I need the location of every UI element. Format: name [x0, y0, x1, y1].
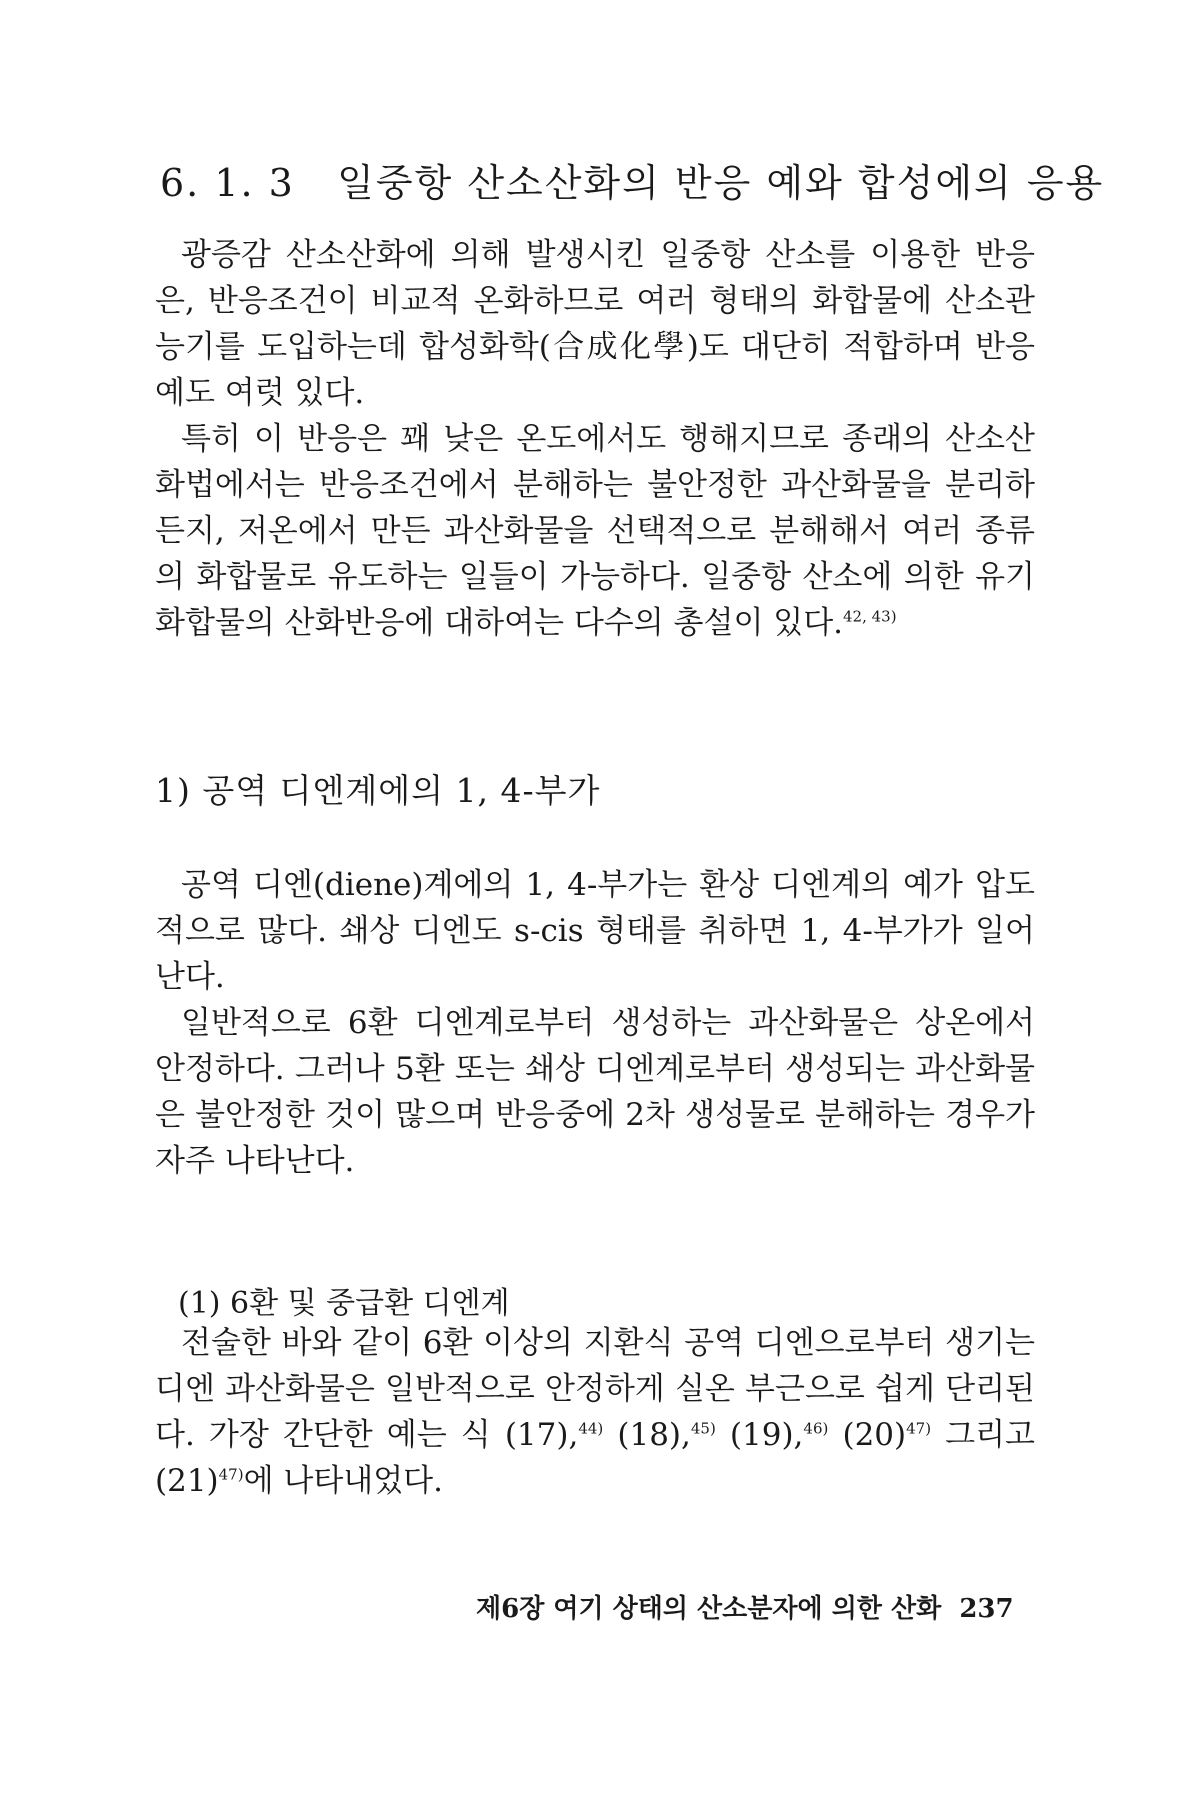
diene-paragraph-1: 공역 디엔(diene)계에의 1, 4-부가는 환상 디엔계의 예가 압도적으로 많다. 쇄상 디엔도 s-cis 형태를 취하면 1, 4-부가가 일어난다.	[155, 867, 1035, 995]
six-ring-block	[155, 1320, 1035, 1504]
section-number: 6. 1. 3	[160, 161, 295, 205]
six-ring-text-a: 전술한 바와 같이 6환 이상의 지환식 공역 디엔으로부터 생기는 디엔 과산화물은 일반적으로 안정하게 실온 부근으로 쉽게 단리된다. 가장 간단한 예는 식 (17),	[155, 1325, 1035, 1453]
section-title: 일중항 산소산화의 반응 예와 합성에의 응용	[337, 161, 1105, 205]
six-ring-paragraph	[155, 1320, 1035, 1504]
intro-paragraph-2	[155, 416, 1035, 646]
reference-superscript: 46)	[803, 1419, 829, 1438]
six-ring-text-b: (18),	[603, 1417, 691, 1453]
reference-superscript: 42, 43)	[843, 607, 897, 626]
subsection-heading	[155, 765, 600, 812]
reference-superscript: 47)	[906, 1419, 932, 1438]
page-number: 237	[959, 1594, 1014, 1624]
chapter-running-head: 제6장 여기 상태의 산소분자에 의한 산화	[476, 1594, 942, 1624]
intro-block	[155, 232, 1035, 646]
six-ring-text-e: 그리고 (21)	[155, 1417, 1035, 1499]
diene-block	[155, 862, 1035, 1184]
reference-superscript: 47)	[218, 1465, 244, 1484]
six-ring-text-f: 에 나타내었다.	[243, 1463, 443, 1499]
subsection-label: 1)	[155, 771, 191, 810]
page-footer	[476, 1588, 1014, 1625]
section-heading	[160, 152, 1104, 207]
six-ring-text-d: (20)	[828, 1417, 907, 1453]
subsubsection-title: 6환 및 중급환 디엔계	[230, 1286, 510, 1321]
subsubsection-label: (1)	[178, 1286, 221, 1321]
reference-superscript: 44)	[578, 1419, 604, 1438]
intro-paragraph-2-text: 특히 이 반응은 꽤 낮은 온도에서도 행해지므로 종래의 산소산화법에서는 반응조건에서 분해하는 불안정한 과산화물을 분리하든지, 저온에서 만든 과산화물을 선택적으로 분해해서 여러 종류의 화합물로 유도하는 일들이 가능하다. 일중항 산소에 의한 유기 화합물의 산화반응에 대하여는 다수의 총설이 있다.	[155, 421, 1035, 641]
subsubsection-heading	[178, 1278, 510, 1322]
six-ring-text-c: (19),	[715, 1417, 804, 1453]
subsection-title: 공역 디엔계에의 1, 4-부가	[202, 771, 601, 810]
diene-paragraph-2: 일반적으로 6환 디엔계로부터 생성하는 과산화물은 상온에서 안정하다. 그러나 5환 또는 쇄상 디엔계로부터 생성되는 과산화물은 불안정한 것이 많으며 반응중에 2차 생성물로 분해하는 경우가 자주 나타난다.	[155, 1005, 1035, 1179]
reference-superscript: 45)	[690, 1419, 716, 1438]
intro-paragraph-1: 광증감 산소산화에 의해 발생시킨 일중항 산소를 이용한 반응은, 반응조건이 비교적 온화하므로 여러 형태의 화합물에 산소관능기를 도입하는데 합성화학(合成化學)도 대단히 적합하며 반응 예도 여럿 있다.	[155, 237, 1035, 411]
